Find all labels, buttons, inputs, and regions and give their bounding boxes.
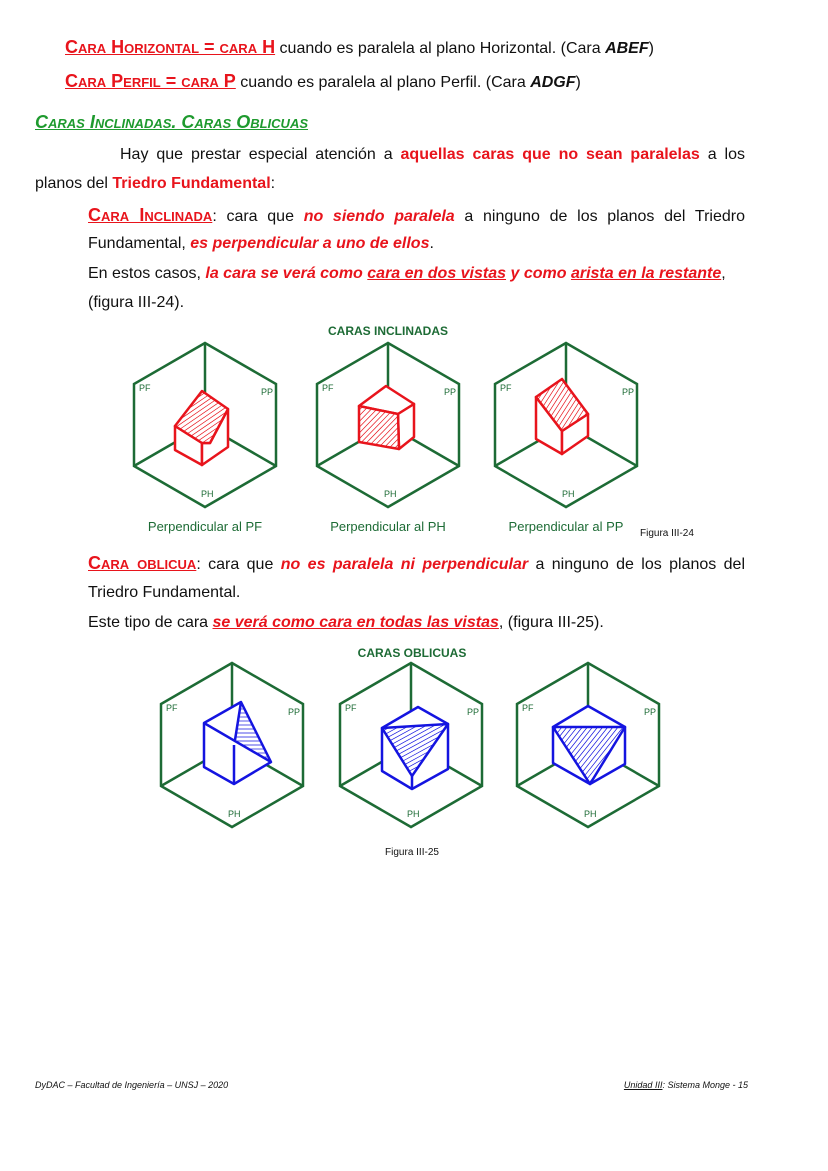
ref: ABEF	[605, 40, 649, 57]
text: :	[270, 175, 276, 192]
text: (figura III-24).	[88, 294, 185, 311]
emphasis: la cara se verá como	[205, 265, 368, 282]
figure-24-title: CARAS INCLINADAS	[328, 324, 448, 338]
emphasis: arista en la restante	[570, 265, 722, 282]
text: En estos casos,	[88, 265, 206, 282]
plane-label-pp: PP	[288, 707, 301, 717]
term-cara-horizontal: Cara Horizontal = cara H	[65, 37, 276, 57]
text: : cara que	[196, 556, 281, 573]
emphasis: es perpendicular a uno de ellos	[190, 235, 430, 252]
plane-label-ph: PH	[228, 809, 241, 819]
text: planos del	[35, 175, 113, 192]
text: Hay que prestar especial atención a	[120, 146, 401, 163]
text: , (figura III-25).	[498, 614, 604, 631]
ref: ADGF	[530, 74, 576, 91]
triedro-oblicua-1	[161, 663, 303, 827]
plane-label-pf: PF	[166, 703, 178, 713]
plane-label-pf: PF	[345, 703, 357, 713]
plane-label-pf: PF	[500, 383, 512, 393]
plane-label-ph: PH	[407, 809, 420, 819]
text: a ninguno de los planos del	[528, 556, 746, 573]
plane-label-ph: PH	[562, 489, 575, 499]
figure-24-caption-ph: Perpendicular al PH	[330, 519, 446, 534]
figure-25-title: CARAS OBLICUAS	[357, 646, 467, 660]
emphasis: no es paralela ni perpendicular	[280, 556, 529, 573]
term-cara-inclinada: Cara Inclinada	[88, 205, 213, 225]
text: cuando es paralela al plano Perfil. (Cara	[235, 74, 531, 91]
emphasis: Triedro Fundamental	[112, 175, 271, 192]
triedro-perpendicular-pf	[134, 343, 276, 507]
footer-right	[624, 1080, 748, 1090]
triedro-oblicua-2	[340, 663, 482, 827]
term-cara-perfil: Cara Perfil = cara P	[65, 71, 236, 91]
emphasis: y como	[506, 265, 571, 282]
plane-label-pf: PF	[522, 703, 534, 713]
text: )	[575, 74, 581, 91]
figure-24-caption-pf: Perpendicular al PF	[147, 519, 263, 534]
footer-unit: Unidad III	[623, 1080, 663, 1090]
triedro-perpendicular-pp	[495, 343, 637, 507]
plane-label-pp: PP	[467, 707, 480, 717]
plane-label-ph: PH	[584, 809, 597, 819]
emphasis: cara en dos vistas	[367, 265, 507, 282]
emphasis: se verá como cara en todas las vistas	[212, 614, 499, 631]
triedro-oblicua-3	[517, 663, 659, 827]
plane-label-ph: PH	[384, 489, 397, 499]
footer-left: DyDAC – Facultad de Ingeniería – UNSJ – 2020	[35, 1080, 229, 1090]
figure-24-caption-pp: Perpendicular al PP	[508, 519, 624, 534]
emphasis: no siendo paralela	[303, 208, 455, 225]
term-cara-oblicua: Cara oblicua	[88, 553, 197, 573]
text: a los	[699, 146, 745, 163]
heading-text: Caras Inclinadas. Caras Oblicuas	[35, 112, 309, 132]
plane-label-pp: PP	[444, 387, 457, 397]
emphasis: aquellas caras que no sean paralelas	[400, 146, 700, 163]
text: Este tipo de cara	[88, 614, 213, 631]
text: : cara que	[212, 208, 304, 225]
text: a ninguno de los planos del Triedro	[454, 208, 745, 225]
figure-25-number: Figura III-25	[385, 847, 439, 858]
text: cuando es paralela al plano Horizontal. (Cara	[275, 40, 606, 57]
figure-24-number: Figura III-24	[640, 528, 694, 539]
text: ,	[721, 265, 726, 282]
plane-label-pf: PF	[322, 383, 334, 393]
text: .	[429, 235, 434, 252]
plane-label-ph: PH	[201, 489, 214, 499]
triedro-perpendicular-ph	[317, 343, 459, 507]
text: Fundamental,	[88, 235, 191, 252]
footer-page: : Sistema Monge - 15	[662, 1080, 748, 1090]
plane-label-pp: PP	[261, 387, 274, 397]
text: )	[648, 40, 654, 57]
text: Triedro Fundamental.	[88, 584, 241, 601]
plane-label-pf: PF	[139, 383, 151, 393]
plane-label-pp: PP	[644, 707, 657, 717]
plane-label-pp: PP	[622, 387, 635, 397]
